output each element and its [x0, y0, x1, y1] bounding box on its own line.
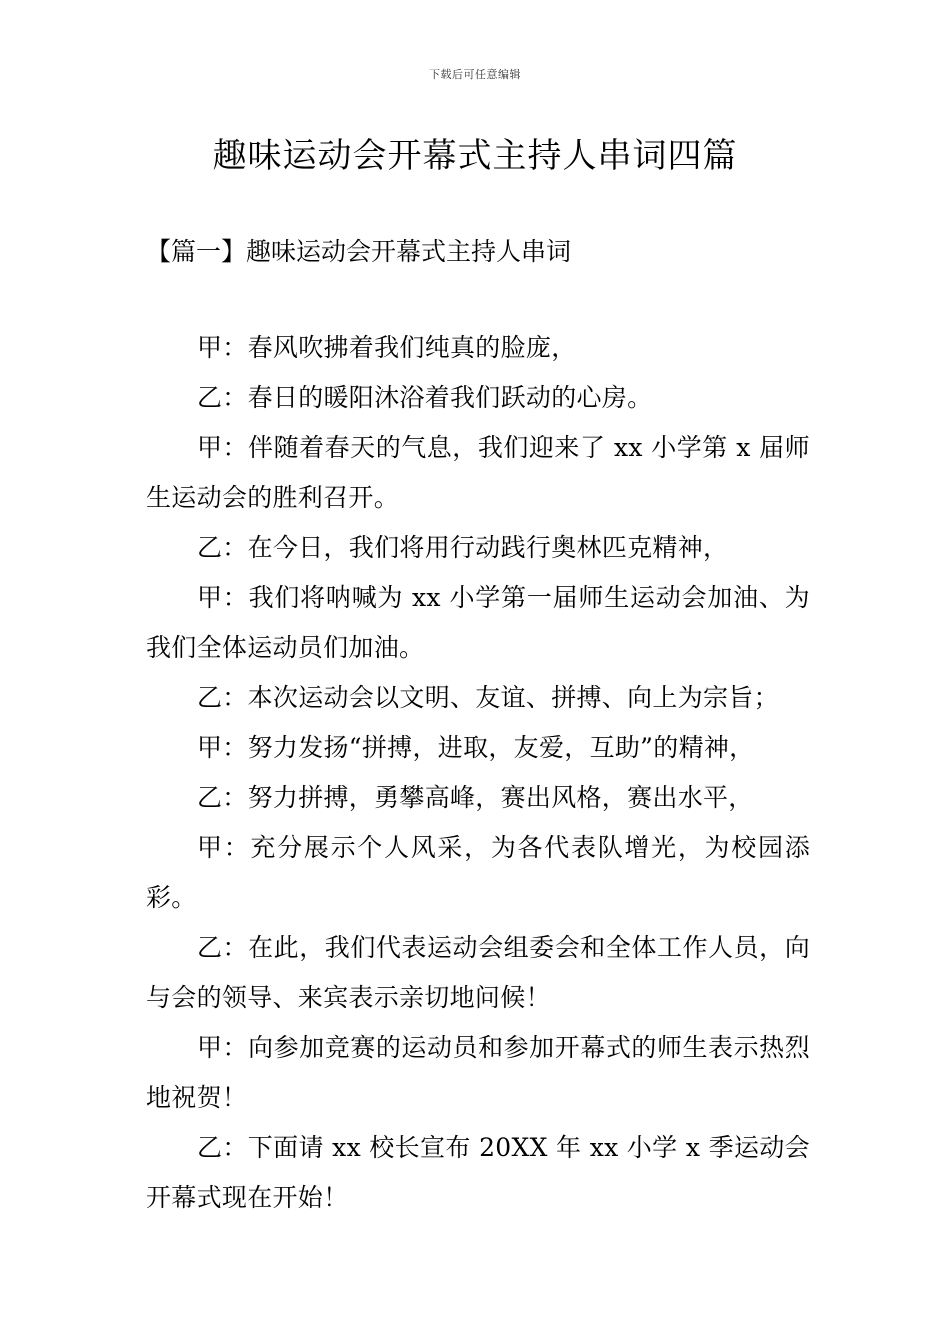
dialogue-paragraph: 乙：努力拼搏，勇攀高峰，赛出风格，赛出水平， [197, 783, 754, 812]
document-title: 趣味运动会开幕式主持人串词四篇 [212, 136, 738, 176]
dialogue-paragraph: 甲：向参加竞赛的运动员和参加开幕式的师生表示热烈地祝贺！ [146, 1033, 810, 1112]
section-heading: 【篇一】趣味运动会开幕式主持人串词 [146, 237, 572, 266]
dialogue-paragraph: 乙：下面请 xx 校长宣布 20XX 年 xx 小学 x 季运动会开幕式现在开始！ [146, 1133, 810, 1212]
dialogue-paragraph: 甲：我们将呐喊为 xx 小学第一届师生运动会加油、为我们全体运动员们加油。 [146, 583, 810, 662]
dialogue-paragraph: 甲：伴随着春天的气息，我们迎来了 xx 小学第 x 届师生运动会的胜利召开。 [146, 433, 810, 512]
dialogue-paragraph: 乙：在今日，我们将用行动践行奥林匹克精神， [197, 533, 729, 562]
dialogue-paragraph: 甲：努力发扬“拼搏，进取，友爱，互助”的精神， [197, 733, 755, 762]
dialogue-paragraph: 乙：在此，我们代表运动会组委会和全体工作人员，向与会的领导、来宾表示亲切地问候！ [146, 933, 810, 1012]
dialogue-paragraph: 乙：本次运动会以文明、友谊、拼搏、向上为宗旨； [197, 683, 779, 712]
dialogue-paragraph: 甲：春风吹拂着我们纯真的脸庞， [197, 333, 577, 362]
dialogue-paragraph: 乙：春日的暖阳沐浴着我们跃动的心房。 [197, 383, 653, 412]
header-note: 下载后可任意编辑 [429, 68, 521, 81]
dialogue-paragraph: 甲：充分展示个人风采，为各代表队增光，为校园添彩。 [146, 833, 810, 912]
body-text [146, 323, 810, 1223]
